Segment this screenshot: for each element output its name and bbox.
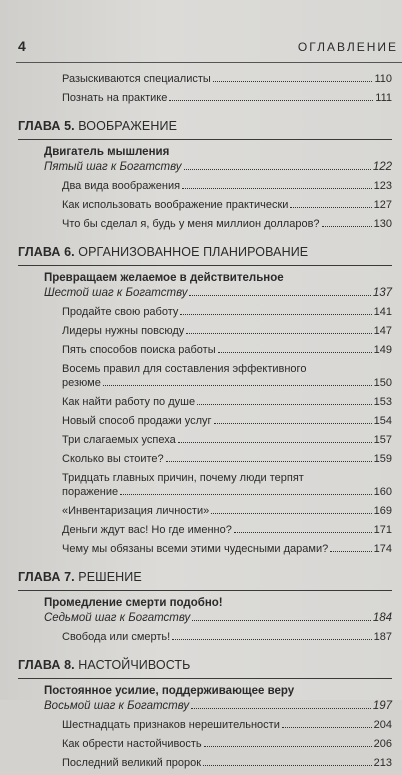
chapter-subtitle: Двигатель мышления [44,146,170,158]
entry-page: 154 [373,415,392,427]
chapter-number: ГЛАВА 7. [18,570,75,584]
toc-entry [62,737,392,751]
entry-page: 157 [373,434,392,446]
toc-entry [62,718,392,732]
entry-page: 213 [373,757,392,769]
entry-page: 153 [373,396,392,408]
entry-page: 184 [372,612,392,624]
entry-title: Восемь правил для составления эффективного [62,363,307,375]
chapter-subtitle: Превращаем желаемое в действительное [44,272,284,284]
dot-leader [103,385,372,386]
entry-page: 111 [375,92,392,104]
entry-line [62,376,392,390]
toc-entry [44,160,392,174]
dot-leader [172,639,371,640]
toc-entry [62,630,392,644]
dot-leader [282,727,372,728]
dot-leader [182,188,372,189]
entry-page: 150 [373,377,392,389]
toc-entry [62,756,392,770]
chapter-title: ОРГАНИЗОВАННОЕ ПЛАНИРОВАНИЕ [78,245,309,259]
dot-leader [214,423,372,424]
toc-entry [44,286,392,300]
entry-page: 130 [373,218,392,230]
entry-title: Продайте свою работу [62,306,179,318]
chapter-title: ВООБРАЖЕНИЕ [78,119,178,133]
entry-title: Как использовать воображение практически [62,199,289,211]
dot-leader [234,532,372,533]
chapter-title: РЕШЕНИЕ [78,570,142,584]
entry-title: Три слагаемых успеха [62,434,176,446]
entry-title: Что бы сделал я, будь у меня миллион долларов? [62,218,320,230]
toc-entry [62,305,392,319]
chapter-number: ГЛАВА 8. [18,658,75,672]
entry-page: 171 [373,524,392,536]
toc-entry [62,179,392,193]
entry-title: Шестой шаг к Богатству [44,287,188,299]
entry-title: Деньги ждут вас! Но где именно? [62,524,232,536]
entry-title: Пять способов поиска работы [62,344,216,356]
toc-entry [62,198,392,212]
entry-title: Лидеры нужны повсюду [62,325,185,337]
dot-leader [184,169,371,170]
entry-line [62,485,392,499]
entry-page: 127 [373,199,392,211]
dot-leader [290,207,371,208]
toc-entry [62,542,392,556]
entry-page: 147 [373,325,392,337]
dot-leader [178,442,372,443]
chapter-number: ГЛАВА 5. [18,119,75,133]
toc-entry [62,217,392,231]
toc-entry [62,72,392,86]
toc-entry [44,699,392,713]
entry-title: «Инвентаризация личности» [62,505,210,517]
dot-leader [204,746,372,747]
entry-page: 137 [372,287,392,299]
dot-leader [330,551,371,552]
toc-entry [62,433,392,447]
toc-entry [44,611,392,625]
entry-title: Как найти работу по душе [62,396,196,408]
entry-title: Познать на практике [62,92,168,104]
entry-page: 197 [372,700,392,712]
entry-page: 174 [373,543,392,555]
dot-leader [191,708,371,709]
chapter-subtitle: Промедление смерти подобно! [44,597,223,609]
page-header [0,38,402,60]
dot-leader [218,352,372,353]
dot-leader [211,513,371,514]
running-head: ОГЛАВЛЕНИЕ [297,40,398,54]
entry-title: Шестнадцать признаков нерешительности [62,719,280,731]
chapter-heading [18,570,392,591]
toc-entry [62,504,392,518]
dot-leader [120,494,372,495]
entry-title: Восьмой шаг к Богатству [44,700,190,712]
toc-entry [62,91,392,105]
page-number: 4 [18,38,26,54]
toc-entry [62,523,392,537]
entry-page: 149 [373,344,392,356]
entry-title: Пятый шаг к Богатству [44,161,182,173]
entry-title-cont: поражение [62,486,119,498]
toc-entry [62,343,392,357]
dot-leader [180,314,371,315]
dot-leader [213,81,373,82]
toc-entry [62,362,392,390]
dot-leader [189,295,370,296]
entry-page: 110 [374,73,392,85]
entry-title: Сколько вы стоите? [62,453,164,465]
entry-page: 160 [373,486,392,498]
dot-leader [197,404,372,405]
chapter-title: НАСТОЙЧИВОСТЬ [78,658,191,672]
dot-leader [186,333,371,334]
toc-entry [62,324,392,338]
entry-title: Два вида воображения [62,180,181,192]
dot-leader [322,226,372,227]
entry-page: 204 [373,719,392,731]
entry-page: 206 [373,738,392,750]
chapter-heading [18,245,392,266]
chapter-subtitle: Постоянное усилие, поддерживающее веру [44,685,295,697]
dot-leader [169,100,373,101]
header-rule [16,62,402,63]
table-of-contents [18,72,392,775]
entry-title-cont: резюме [62,377,101,389]
dot-leader [203,765,372,766]
entry-page: 123 [373,180,392,192]
dot-leader [166,461,372,462]
chapter-number: ГЛАВА 6. [18,245,75,259]
toc-entry [62,452,392,466]
entry-title: Как обрести настойчивость [62,738,202,750]
toc-entry [62,414,392,428]
entry-page: 122 [372,161,392,173]
entry-page: 169 [373,505,392,517]
chapter-heading [18,658,392,679]
entry-page: 187 [373,631,392,643]
entry-title: Тридцать главных причин, почему люди терпят [62,472,304,484]
dot-leader [192,620,371,621]
entry-title: Разыскиваются специалисты [62,73,211,85]
entry-title: Чему мы обязаны всеми этими чудесными дарами? [62,543,329,555]
entry-title: Последний великий пророк [62,757,202,769]
entry-title: Седьмой шаг к Богатству [44,612,191,624]
toc-entry [62,471,392,499]
entry-title: Новый способ продажи услуг [62,415,212,427]
toc-entry [62,395,392,409]
entry-page: 159 [373,453,392,465]
entry-title: Свобода или смерть! [62,631,171,643]
entry-page: 141 [373,306,392,318]
chapter-heading [18,119,392,140]
